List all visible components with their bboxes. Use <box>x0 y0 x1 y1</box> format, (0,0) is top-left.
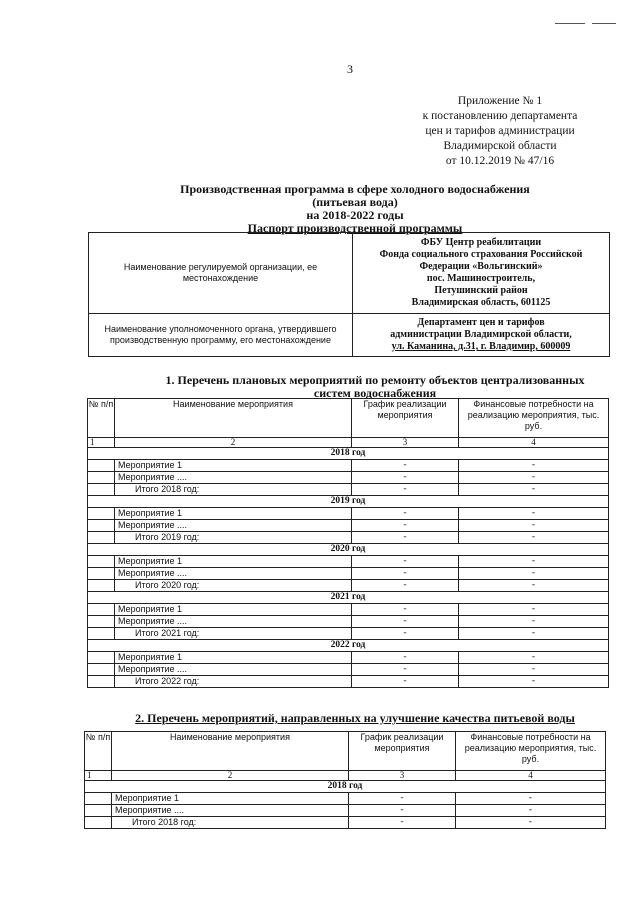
cell-num <box>85 793 112 805</box>
title-line: Производственная программа в сфере холодного водоснабжения <box>180 182 530 196</box>
passport-heading: Паспорт производственной программы <box>247 221 463 235</box>
schedule-value: - <box>352 484 459 496</box>
year-row <box>88 592 609 604</box>
header-num: № п/п <box>88 399 115 438</box>
schedule-value: - <box>349 805 456 817</box>
passport-row-authority <box>89 314 610 357</box>
section2-table <box>84 731 606 829</box>
table-header-row <box>88 399 609 438</box>
year-label: 2021 год <box>88 592 609 604</box>
schedule-value: - <box>352 460 459 472</box>
schedule-value: - <box>352 520 459 532</box>
org-value-line: Владимирская область, 601125 <box>411 297 551 308</box>
year-label: 2018 год <box>85 781 606 793</box>
authority-value-line: администрации Владимирской области, <box>390 329 572 340</box>
cell-num <box>88 472 115 484</box>
appendix-line: Приложение № 1 <box>457 95 543 107</box>
schedule-value: - <box>352 676 459 688</box>
cell-num <box>88 616 115 628</box>
schedule-value: - <box>352 580 459 592</box>
col-number: 3 <box>349 771 456 781</box>
activity-name: Мероприятие .... <box>115 568 352 580</box>
activity-name: Мероприятие 1 <box>115 508 352 520</box>
finance-value: - <box>459 568 609 580</box>
cell-num <box>85 805 112 817</box>
column-number-row <box>85 771 606 781</box>
cell-num <box>88 628 115 640</box>
col-number: 2 <box>112 771 349 781</box>
finance-value: - <box>459 580 609 592</box>
total-label: Итого 2019 год: <box>115 532 352 544</box>
org-value-line: Петушинский район <box>434 285 528 296</box>
cell-num <box>88 484 115 496</box>
table-row <box>88 616 609 628</box>
total-row <box>88 532 609 544</box>
finance-value: - <box>459 652 609 664</box>
schedule-value: - <box>352 508 459 520</box>
appendix-line: к постановлению департамента <box>422 110 578 122</box>
finance-value: - <box>459 556 609 568</box>
authority-value <box>353 314 610 357</box>
total-row <box>88 628 609 640</box>
schedule-value: - <box>352 568 459 580</box>
cell-num <box>88 460 115 472</box>
cell-num <box>88 664 115 676</box>
activity-name: Мероприятие 1 <box>115 652 352 664</box>
year-row <box>88 496 609 508</box>
table-row <box>85 805 606 817</box>
cell-num <box>88 568 115 580</box>
col-number: 1 <box>88 438 115 448</box>
finance-value: - <box>459 664 609 676</box>
schedule-value: - <box>352 652 459 664</box>
schedule-value: - <box>352 556 459 568</box>
scan-mark <box>592 23 616 24</box>
activity-name: Мероприятие .... <box>115 616 352 628</box>
org-value-line: Федерации «Вольгинский» <box>419 261 543 272</box>
cell-num <box>88 508 115 520</box>
finance-value: - <box>459 532 609 544</box>
total-label: Итого 2022 год: <box>115 676 352 688</box>
section1-table <box>87 398 609 688</box>
year-row <box>88 544 609 556</box>
org-value-line: пос. Машиностроитель, <box>426 273 536 284</box>
cell-num <box>88 532 115 544</box>
finance-value: - <box>459 484 609 496</box>
section2-title: 2. Перечень мероприятий, направленных на улучшение качества питьевой воды <box>135 711 575 725</box>
header-name: Наименование мероприятия <box>115 399 352 438</box>
authority-value-line: Департамент цен и тарифов <box>417 317 545 328</box>
col-number: 4 <box>456 771 606 781</box>
year-row <box>85 781 606 793</box>
cell-num <box>88 520 115 532</box>
schedule-value: - <box>352 604 459 616</box>
appendix-line: цен и тарифов администрации <box>425 125 575 137</box>
page-number: 3 <box>347 62 353 76</box>
cell-num <box>88 604 115 616</box>
cell-num <box>85 817 112 829</box>
authority-value-line: ул. Каманина, д.31, г. Владимир, 600009 <box>391 341 571 352</box>
finance-value: - <box>459 676 609 688</box>
table-row <box>88 604 609 616</box>
finance-value: - <box>459 604 609 616</box>
finance-value: - <box>459 460 609 472</box>
passport-row-organization <box>89 233 610 314</box>
activity-name: Мероприятие .... <box>112 805 349 817</box>
year-row <box>88 448 609 460</box>
column-number-row <box>88 438 609 448</box>
year-row <box>88 640 609 652</box>
section1-title-line: систем водоснабжения <box>313 386 437 400</box>
header-finance: Финансовые потребности на реализацию мероприятия, тыс. руб. <box>459 399 609 438</box>
table-row <box>88 520 609 532</box>
total-label: Итого 2020 год: <box>115 580 352 592</box>
table-row <box>88 568 609 580</box>
col-number: 3 <box>352 438 459 448</box>
col-number: 4 <box>459 438 609 448</box>
header-num: № п/п <box>85 732 112 771</box>
activity-name: Мероприятие 1 <box>112 793 349 805</box>
total-label: Итого 2018 год: <box>115 484 352 496</box>
col-number: 2 <box>115 438 352 448</box>
org-value <box>353 233 610 314</box>
cell-num <box>88 580 115 592</box>
activity-name: Мероприятие .... <box>115 520 352 532</box>
year-label: 2020 год <box>88 544 609 556</box>
total-row <box>88 676 609 688</box>
table-row <box>88 556 609 568</box>
total-row <box>88 580 609 592</box>
finance-value: - <box>459 508 609 520</box>
appendix-block <box>410 94 590 169</box>
schedule-value: - <box>352 628 459 640</box>
schedule-value: - <box>352 664 459 676</box>
table-row <box>88 460 609 472</box>
passport-table <box>88 232 610 357</box>
table-row <box>88 508 609 520</box>
header-schedule: График реализации мероприятия <box>349 732 456 771</box>
finance-value: - <box>456 805 606 817</box>
cell-num <box>88 556 115 568</box>
table-row <box>85 793 606 805</box>
title-line: на 2018-2022 годы <box>306 208 404 222</box>
table-row <box>88 472 609 484</box>
total-row <box>88 484 609 496</box>
cell-num <box>88 676 115 688</box>
schedule-value: - <box>349 817 456 829</box>
year-label: 2018 год <box>88 448 609 460</box>
org-value-line: Фонда социального страхования Российской <box>379 249 583 260</box>
header-schedule: График реализации мероприятия <box>352 399 459 438</box>
scan-mark <box>555 23 585 24</box>
org-value-line: ФБУ Центр реабилитации <box>420 237 542 248</box>
schedule-value: - <box>352 532 459 544</box>
total-label: Итого 2018 год: <box>112 817 349 829</box>
finance-value: - <box>459 616 609 628</box>
header-name: Наименование мероприятия <box>112 732 349 771</box>
activity-name: Мероприятие .... <box>115 472 352 484</box>
finance-value: - <box>456 793 606 805</box>
schedule-value: - <box>352 472 459 484</box>
finance-value: - <box>459 520 609 532</box>
finance-value: - <box>459 628 609 640</box>
schedule-value: - <box>349 793 456 805</box>
activity-name: Мероприятие 1 <box>115 604 352 616</box>
org-label: Наименование регулируемой организации, ее местонахождение <box>89 233 353 314</box>
activity-name: Мероприятие 1 <box>115 556 352 568</box>
total-label: Итого 2021 год: <box>115 628 352 640</box>
finance-value: - <box>459 472 609 484</box>
authority-label: Наименование уполномоченного органа, утвердившего производственную программу, его местонахождение <box>89 314 353 357</box>
section1-title <box>120 374 630 400</box>
table-row <box>88 664 609 676</box>
appendix-line: от 10.12.2019 № 47/16 <box>445 155 555 167</box>
total-row <box>85 817 606 829</box>
document-title <box>120 183 590 235</box>
col-number: 1 <box>85 771 112 781</box>
table-row <box>88 652 609 664</box>
year-label: 2022 год <box>88 640 609 652</box>
finance-value: - <box>456 817 606 829</box>
appendix-line: Владимирской области <box>443 140 557 152</box>
header-finance: Финансовые потребности на реализацию мероприятия, тыс. руб. <box>456 732 606 771</box>
activity-name: Мероприятие 1 <box>115 460 352 472</box>
section1-title-line: 1. Перечень плановых мероприятий по ремонту объектов централизованных <box>165 373 585 387</box>
activity-name: Мероприятие .... <box>115 664 352 676</box>
schedule-value: - <box>352 616 459 628</box>
year-label: 2019 год <box>88 496 609 508</box>
cell-num <box>88 652 115 664</box>
title-line: (питьевая вода) <box>312 195 398 209</box>
table-header-row <box>85 732 606 771</box>
